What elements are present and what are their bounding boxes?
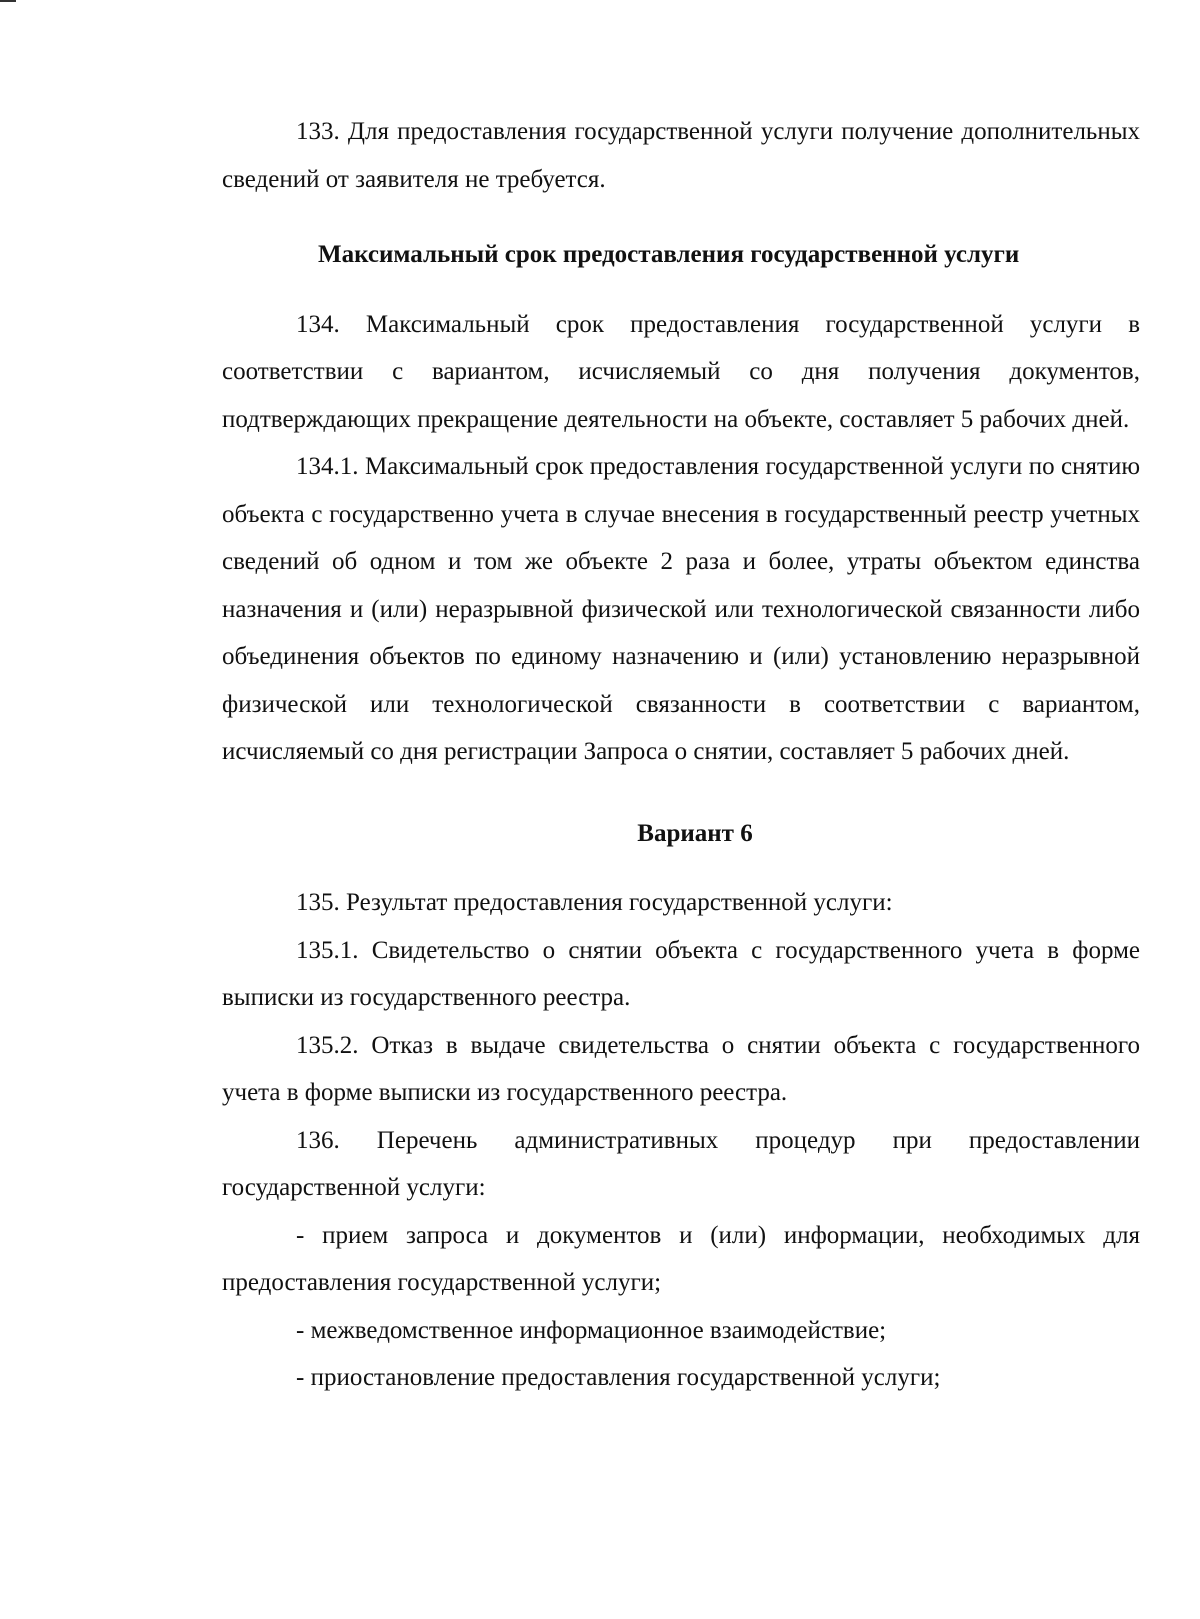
paragraph-133: 133. Для предоставления государственной услуги получение дополнительных сведений от заявителя не требуется. — [222, 118, 1140, 193]
paragraph-135-2: 135.2. Отказ в выдаче свидетельства о снятии объекта с государственного учета в форме выписки из государственного реестра. — [222, 1031, 1140, 1106]
document-page — [222, 108, 1140, 1402]
heading-max-term: Максимальный срок предоставления государственной услуги — [318, 241, 1020, 268]
list-item-suspension: - приостановление предоставления государственной услуги; — [296, 1364, 941, 1391]
list-item-interagency-interaction: - межведомственное информационное взаимодействие; — [296, 1316, 887, 1344]
paragraph-134-1: 134.1. Максимальный срок предоставления государственной услуги по снятию объекта с государственно учета в случае внесения в государственный реестр учетных сведений об одном и том же объекте 2 раза и более, утраты объектом единства назначения и (или) неразрывной физической или технологической связанности либо объединения объектов по единому назначению и (или) установлению неразрывной физической или технологической связанности в соответствии с вариантом, исчисляемый со дня регистрации Запроса о снятии, составляет 5 рабочих дней. — [222, 453, 1140, 765]
paragraph-135: 135. Результат предоставления государственной услуги: — [296, 889, 893, 916]
paragraph-134: 134. Максимальный срок предоставления государственной услуги в соответствии с вариантом, исчисляемый со дня получения документов, подтверждающих прекращение деятельности на объекте, составляет 5 рабочих дней. — [222, 310, 1140, 433]
scan-corner-mark — [0, 0, 16, 2]
list-item-request-intake: - прием запроса и документов и (или) информации, необходимых для предоставления государственной услуги; — [222, 1221, 1140, 1296]
heading-variant-6: Вариант 6 — [637, 819, 753, 847]
paragraph-135-1: 135.1. Свидетельство о снятии объекта с государственного учета в форме выписки из государственного реестра. — [222, 936, 1140, 1011]
paragraph-136: 136. Перечень административных процедур при предоставлении государственной услуги: — [222, 1126, 1140, 1201]
